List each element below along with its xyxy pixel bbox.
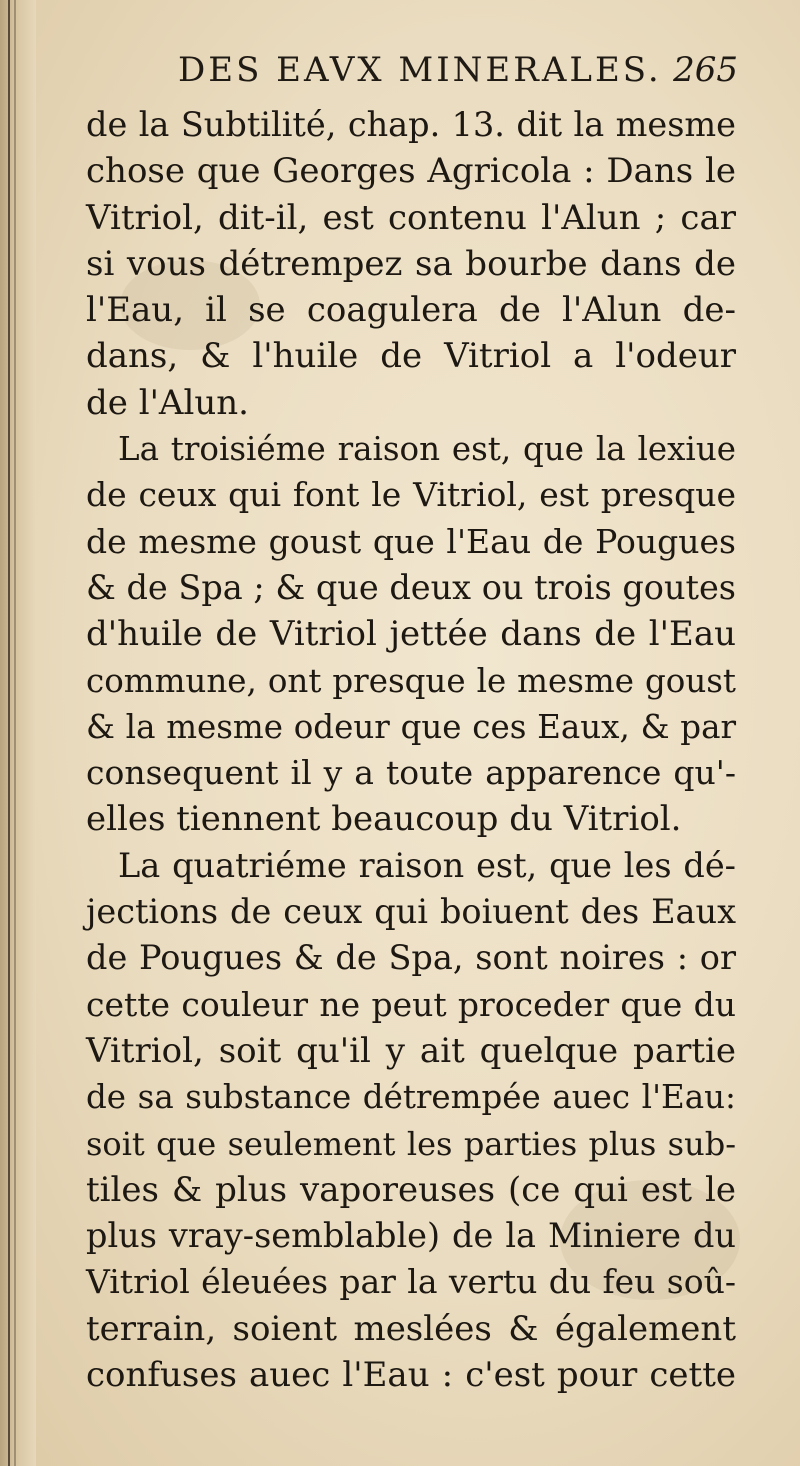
text-line: Vitriol, soit qu'il y ait quelque partie xyxy=(86,1030,736,1071)
paragraph-first-line: La quatriéme raison est, que les dé- xyxy=(118,845,736,885)
page-header xyxy=(178,50,738,96)
text-line: Vitriol éleuées par la vertu du feu soû- xyxy=(86,1262,736,1302)
text-line: & la mesme odeur que ces Eaux, & par xyxy=(86,707,736,746)
text-line: de l'Alun. xyxy=(86,382,249,423)
text-line: de sa substance détrempée auec l'Eau: xyxy=(86,1078,736,1117)
page-gutter xyxy=(0,0,36,1466)
text-line: plus vray-semblable) de la Miniere du xyxy=(86,1216,736,1256)
text-line: & de Spa ; & que deux ou trois goutes xyxy=(86,567,736,607)
text-line: consequent il y a toute apparence qu'- xyxy=(86,753,736,793)
text-line: soit que seulement les parties plus sub- xyxy=(86,1124,736,1163)
gutter-edge-line xyxy=(14,0,16,1466)
text-line: tiles & plus vaporeuses (ce qui est le xyxy=(86,1169,736,1210)
text-line: si vous détrempez sa bourbe dans de xyxy=(86,243,736,284)
text-line: commune, ont presque le mesme goust xyxy=(86,661,736,700)
text-line: de mesme goust que l'Eau de Pougues xyxy=(86,521,736,561)
text-line: jections de ceux qui boiuent des Eaux xyxy=(86,892,736,932)
page-number: 265 xyxy=(673,50,738,90)
text-line: terrain, soient meslées & également xyxy=(86,1308,736,1349)
text-line: de Pougues & de Spa, sont noires : or xyxy=(86,938,736,978)
text-line: de ceux qui font le Vitriol, est presque xyxy=(86,475,736,515)
running-head: DES EAVX MINERALES. xyxy=(178,50,662,90)
gutter-edge-line xyxy=(8,0,10,1466)
text-line: Vitriol, dit-il, est contenu l'Alun ; car xyxy=(86,197,736,238)
paragraph-first-line: La troisiéme raison est, que la lexiue xyxy=(118,430,736,469)
text-line: de la Subtilité, chap. 13. dit la mesme xyxy=(86,105,736,144)
text-line: confuses auec l'Eau : c'est pour cette xyxy=(86,1355,736,1396)
text-line: elles tiennent beaucoup du Vitriol. xyxy=(86,799,682,840)
body-text xyxy=(86,102,736,1398)
text-line: cette couleur ne peut proceder que du xyxy=(86,984,736,1024)
text-line: dans, & l'huile de Vitriol a l'odeur xyxy=(86,336,736,377)
text-line: chose que Georges Agricola : Dans le xyxy=(86,151,736,192)
text-line: d'huile de Vitriol jettée dans de l'Eau xyxy=(86,614,736,655)
text-line: l'Eau, il se coagulera de l'Alun de- xyxy=(86,290,736,331)
